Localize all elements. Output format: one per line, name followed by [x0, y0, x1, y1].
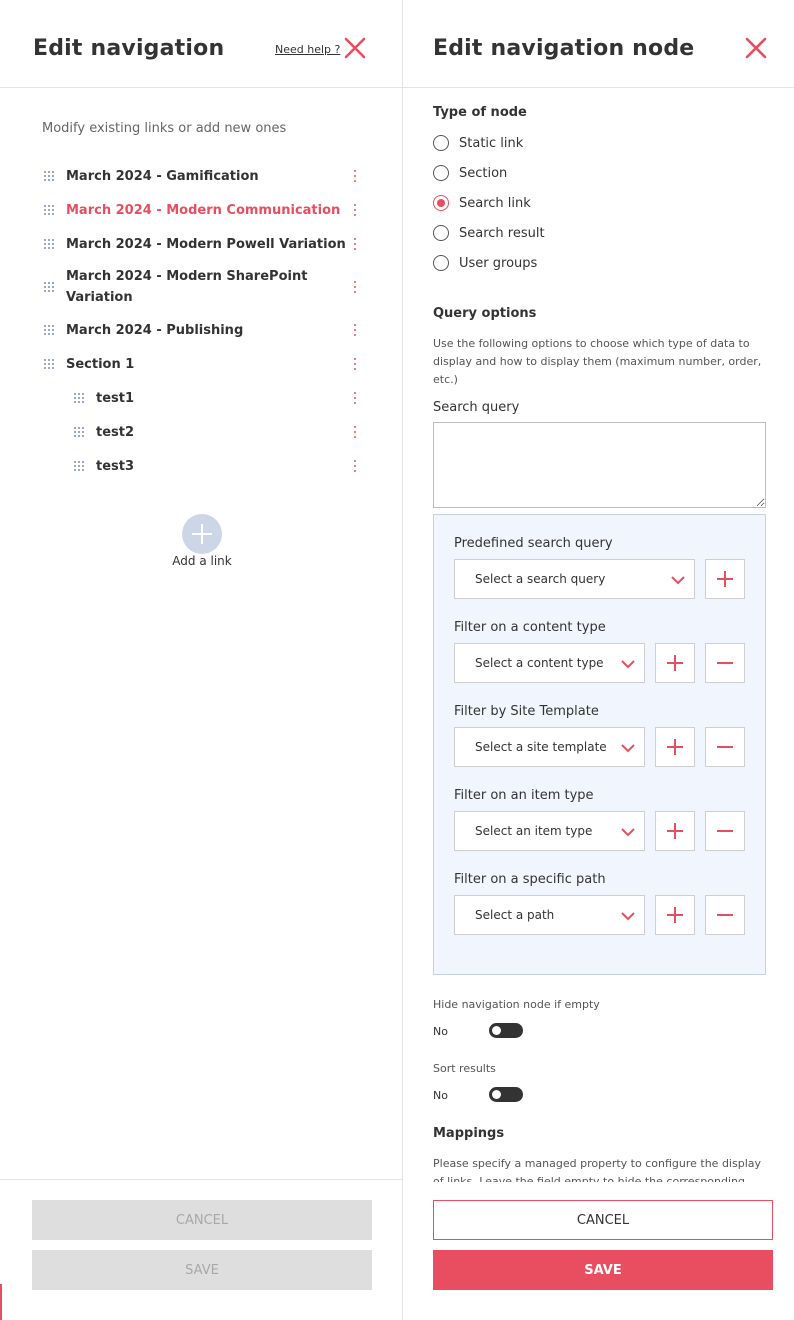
select-value: Select a path — [475, 908, 555, 922]
add-item-type-button[interactable] — [655, 811, 695, 851]
chevron-down-icon — [620, 908, 636, 924]
nav-item-label: Section 1 — [66, 357, 135, 372]
drag-handle-icon[interactable] — [74, 393, 84, 403]
radio-user-groups[interactable] — [433, 254, 537, 272]
nav-child-item[interactable] — [0, 456, 403, 477]
more-vertical-icon[interactable] — [353, 204, 357, 216]
panel-title: Edit navigation — [33, 36, 225, 61]
nav-child-item[interactable] — [0, 422, 403, 443]
left-footer — [0, 1179, 402, 1320]
nav-section[interactable] — [0, 354, 403, 375]
plus-icon[interactable] — [182, 514, 222, 554]
panel-header — [0, 0, 402, 88]
query-options-label: Query options — [433, 306, 537, 321]
nav-item-label: March 2024 - Modern Powell Variation — [66, 237, 346, 252]
subtitle: Modify existing links or add new ones — [42, 121, 287, 136]
radio-label: Search result — [459, 225, 545, 241]
sort-results-toggle[interactable] — [489, 1087, 523, 1102]
nav-item-label: March 2024 - Publishing — [66, 323, 244, 338]
select-value: Select a search query — [475, 572, 606, 586]
site-template-filter-label: Filter by Site Template — [454, 704, 599, 719]
site-template-select[interactable] — [454, 727, 645, 767]
query-options-description: Use the following options to choose which type of data to display and how to display them (maximum number, order, etc.) — [433, 337, 762, 386]
remove-item-type-button[interactable] — [705, 811, 745, 851]
plus-icon — [665, 905, 685, 925]
plus-icon — [665, 737, 685, 757]
mappings-description: Please specify a managed property to configure the display — [433, 1157, 762, 1170]
select-value: Select a content type — [475, 656, 604, 670]
more-vertical-icon[interactable] — [353, 392, 357, 404]
radio-search-result[interactable] — [433, 224, 545, 242]
radio-search-link[interactable] — [433, 194, 531, 212]
hide-if-empty-label: Hide navigation node if empty — [433, 998, 600, 1011]
radio-button[interactable] — [433, 255, 449, 271]
path-filter-label: Filter on a specific path — [454, 872, 606, 887]
nav-item-label: test3 — [96, 459, 135, 474]
filter-panel — [433, 514, 766, 975]
radio-label: Search link — [459, 195, 531, 211]
drag-handle-icon[interactable] — [74, 427, 84, 437]
add-content-type-button[interactable] — [655, 643, 695, 683]
drag-handle-icon[interactable] — [44, 205, 54, 215]
accent-bar — [0, 1284, 2, 1320]
more-vertical-icon[interactable] — [353, 358, 357, 370]
more-vertical-icon[interactable] — [353, 238, 357, 250]
item-type-select[interactable] — [454, 811, 645, 851]
panel-title: Edit navigation node — [433, 36, 695, 61]
add-predefined-query-button[interactable] — [705, 559, 745, 599]
sort-results-value: No — [433, 1089, 448, 1102]
remove-path-button[interactable] — [705, 895, 745, 935]
nav-item[interactable] — [0, 234, 403, 255]
item-type-filter-label: Filter on an item type — [454, 788, 594, 803]
panel-header — [403, 0, 794, 88]
drag-handle-icon[interactable] — [44, 359, 54, 369]
search-query-label: Search query — [433, 400, 520, 415]
cancel-button[interactable]: CANCEL — [433, 1200, 773, 1240]
remove-content-type-button[interactable] — [705, 643, 745, 683]
radio-button[interactable] — [433, 225, 449, 241]
more-vertical-icon[interactable] — [353, 426, 357, 438]
nav-item[interactable] — [0, 320, 403, 341]
nav-item-label: test1 — [96, 391, 135, 406]
minus-icon — [715, 653, 735, 673]
drag-handle-icon[interactable] — [74, 461, 84, 471]
search-query-input[interactable] — [433, 422, 766, 508]
drag-handle-icon[interactable] — [44, 282, 54, 292]
more-vertical-icon[interactable] — [353, 281, 357, 293]
edit-navigation-node-panel — [403, 0, 794, 1320]
nav-item[interactable] — [0, 200, 403, 221]
nav-item-label: March 2024 - Modern Communication — [66, 203, 341, 218]
save-button[interactable]: SAVE — [433, 1250, 773, 1290]
radio-label: User groups — [459, 255, 538, 271]
more-vertical-icon[interactable] — [353, 170, 357, 182]
mappings-label: Mappings — [433, 1126, 505, 1141]
predefined-query-select[interactable] — [454, 559, 695, 599]
nav-item-label: March 2024 - Modern SharePoint Variation — [66, 269, 308, 305]
chevron-down-icon — [620, 740, 636, 756]
add-link-button[interactable] — [172, 514, 232, 568]
drag-handle-icon[interactable] — [44, 239, 54, 249]
path-select[interactable] — [454, 895, 645, 935]
type-of-node-label: Type of node — [433, 105, 527, 120]
radio-label: Static link — [459, 135, 524, 151]
nav-item-label: March 2024 - Gamification — [66, 169, 259, 184]
close-icon[interactable] — [744, 36, 768, 60]
plus-icon — [715, 569, 735, 589]
select-value: Select a site template — [475, 740, 607, 754]
minus-icon — [715, 737, 735, 757]
radio-button[interactable] — [433, 165, 449, 181]
close-icon[interactable] — [343, 36, 367, 60]
radio-button[interactable] — [433, 135, 449, 151]
radio-button[interactable] — [433, 195, 449, 211]
chevron-down-icon — [620, 824, 636, 840]
nav-item-label: test2 — [96, 425, 135, 440]
radio-section[interactable] — [433, 164, 507, 182]
nav-child-item[interactable] — [0, 388, 403, 409]
radio-label: Section — [459, 165, 508, 181]
drag-handle-icon[interactable] — [44, 325, 54, 335]
minus-icon — [715, 905, 735, 925]
minus-icon — [715, 821, 735, 841]
save-button[interactable]: SAVE — [32, 1250, 372, 1290]
select-value: Select an item type — [475, 824, 593, 838]
content-type-filter-label: Filter on a content type — [454, 620, 606, 635]
more-vertical-icon[interactable] — [353, 324, 357, 336]
remove-site-template-button[interactable] — [705, 727, 745, 767]
nav-item[interactable] — [0, 166, 403, 187]
hide-if-empty-value: No — [433, 1025, 448, 1038]
drag-handle-icon[interactable] — [44, 171, 54, 181]
content-type-select[interactable] — [454, 643, 645, 683]
predefined-query-label: Predefined search query — [454, 536, 613, 551]
add-link-label: Add a link — [172, 554, 232, 568]
nav-item[interactable] — [0, 266, 403, 308]
right-footer — [403, 1182, 794, 1320]
plus-icon — [665, 653, 685, 673]
chevron-down-icon — [620, 656, 636, 672]
need-help-link[interactable]: Need help ? — [275, 43, 341, 56]
add-site-template-button[interactable] — [655, 727, 695, 767]
add-path-button[interactable] — [655, 895, 695, 935]
cancel-button[interactable]: CANCEL — [32, 1200, 372, 1240]
hide-if-empty-toggle[interactable] — [489, 1023, 523, 1038]
sort-results-label: Sort results — [433, 1062, 496, 1075]
chevron-down-icon — [670, 572, 686, 588]
plus-icon — [665, 821, 685, 841]
radio-static-link[interactable] — [433, 134, 523, 152]
more-vertical-icon[interactable] — [353, 460, 357, 472]
